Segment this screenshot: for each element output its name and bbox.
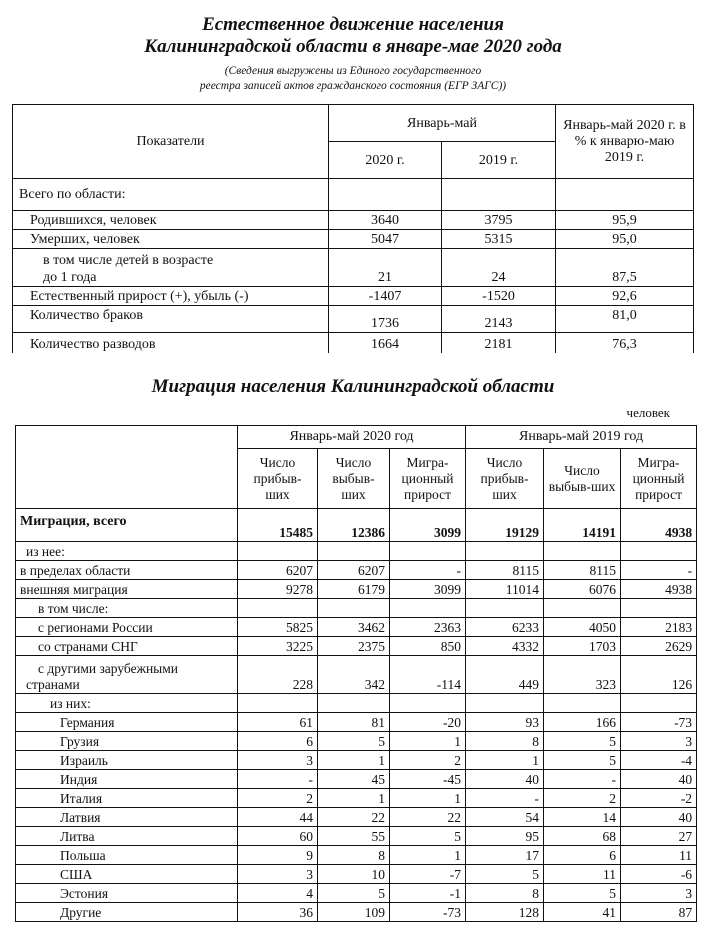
table-row — [16, 542, 697, 561]
row-label-line2: странами — [26, 677, 80, 692]
value-growth-2019: 40 — [621, 770, 697, 789]
value-percent: 95,0 — [556, 230, 694, 249]
value-growth-2020: -1 — [390, 884, 466, 903]
value-departed-2019: 68 — [544, 827, 621, 846]
value-arrived-2019 — [466, 542, 544, 561]
value-departed-2020 — [318, 694, 390, 713]
value-departed-2019: 323 — [544, 656, 621, 694]
value-percent: 95,9 — [556, 211, 694, 230]
value-2019: -1520 — [442, 287, 556, 306]
table-row — [16, 509, 697, 542]
value-arrived-2019: - — [466, 789, 544, 808]
row-label: из нее: — [16, 542, 238, 561]
table-row — [16, 751, 697, 770]
row-label: Миграция, всего — [16, 509, 238, 542]
header-departed-2019: Число выбыв-ших — [544, 449, 621, 509]
table-row — [16, 694, 697, 713]
value-percent: 87,5 — [556, 249, 694, 287]
value-growth-2019: 27 — [621, 827, 697, 846]
row-label: Родившихся, человек — [13, 211, 329, 230]
value-departed-2020: 5 — [318, 732, 390, 751]
value-arrived-2020 — [238, 694, 318, 713]
value-arrived-2020: 3225 — [238, 637, 318, 656]
value-arrived-2019: 8 — [466, 732, 544, 751]
value-2020: 3640 — [329, 211, 442, 230]
table-row — [16, 808, 697, 827]
value-2020: -1407 — [329, 287, 442, 306]
value-2020: 5047 — [329, 230, 442, 249]
table-row — [16, 618, 697, 637]
value-departed-2020: 3462 — [318, 618, 390, 637]
table-row — [13, 211, 694, 230]
value-departed-2019 — [544, 694, 621, 713]
value-2020: 1664 — [329, 333, 442, 353]
header-group-2020: Январь-май 2020 год — [238, 426, 466, 449]
header-2019: 2019 г. — [442, 142, 556, 179]
value-departed-2019: 5 — [544, 751, 621, 770]
value-growth-2020 — [390, 599, 466, 618]
value-growth-2019: 2183 — [621, 618, 697, 637]
row-label: Латвия — [16, 808, 238, 827]
value-arrived-2020: 44 — [238, 808, 318, 827]
value-arrived-2019: 11014 — [466, 580, 544, 599]
value-departed-2020: 2375 — [318, 637, 390, 656]
row-label: из них: — [16, 694, 238, 713]
value-departed-2020: 109 — [318, 903, 390, 922]
row-label: Польша — [16, 846, 238, 865]
value-departed-2020: 5 — [318, 884, 390, 903]
value-arrived-2019 — [466, 694, 544, 713]
row-label: внешняя миграция — [16, 580, 238, 599]
value-arrived-2020: 9 — [238, 846, 318, 865]
value-growth-2019: 2629 — [621, 637, 697, 656]
table-row — [13, 333, 694, 353]
value-growth-2019: 87 — [621, 903, 697, 922]
row-label: Эстония — [16, 884, 238, 903]
row-label: США — [16, 865, 238, 884]
value-departed-2019: 8115 — [544, 561, 621, 580]
section1-title-line1: Естественное движение населения — [202, 14, 504, 35]
value-arrived-2020: 3 — [238, 865, 318, 884]
value-arrived-2020: 36 — [238, 903, 318, 922]
table-row — [16, 656, 697, 694]
value-departed-2020: 22 — [318, 808, 390, 827]
value-2020: 1736 — [329, 306, 442, 333]
value-arrived-2020: 61 — [238, 713, 318, 732]
row-label-line2: до 1 года — [43, 270, 97, 285]
row-label: Германия — [16, 713, 238, 732]
table-row — [16, 846, 697, 865]
value-departed-2019: 41 — [544, 903, 621, 922]
row-label-line1: с другими зарубежными — [38, 661, 179, 676]
value-growth-2019: 4938 — [621, 509, 697, 542]
value-departed-2019: 5 — [544, 732, 621, 751]
row-label: Всего по области: — [13, 179, 329, 211]
header-departed-2020: Число выбыв-ших — [318, 449, 390, 509]
value-arrived-2020: 5825 — [238, 618, 318, 637]
value-arrived-2020: - — [238, 770, 318, 789]
value-departed-2019 — [544, 542, 621, 561]
table-row — [13, 287, 694, 306]
row-label — [13, 249, 329, 287]
header-indicator: Показатели — [13, 105, 329, 179]
header-growth-2020: Мигра-ционный прирост — [390, 449, 466, 509]
value-growth-2019: 4938 — [621, 580, 697, 599]
value-growth-2020: 3099 — [390, 580, 466, 599]
value-2020: 21 — [329, 249, 442, 287]
value-departed-2019: 14191 — [544, 509, 621, 542]
value-growth-2020: 850 — [390, 637, 466, 656]
row-label: Другие — [16, 903, 238, 922]
value-arrived-2019: 19129 — [466, 509, 544, 542]
header-2020: 2020 г. — [329, 142, 442, 179]
row-label: Литва — [16, 827, 238, 846]
value-percent: 76,3 — [556, 333, 694, 353]
value-departed-2020: 10 — [318, 865, 390, 884]
value-percent: 81,0 — [556, 306, 694, 333]
value-arrived-2020 — [238, 542, 318, 561]
value-departed-2020: 1 — [318, 789, 390, 808]
value-growth-2020: -7 — [390, 865, 466, 884]
row-label: в том числе: — [16, 599, 238, 618]
value-growth-2020 — [390, 542, 466, 561]
value-growth-2019 — [621, 599, 697, 618]
value-growth-2020: - — [390, 561, 466, 580]
table-row — [16, 903, 697, 922]
value-departed-2020: 6179 — [318, 580, 390, 599]
row-label: Грузия — [16, 732, 238, 751]
value-departed-2020 — [318, 542, 390, 561]
row-label: в пределах области — [16, 561, 238, 580]
row-label: Италия — [16, 789, 238, 808]
value-departed-2020: 8 — [318, 846, 390, 865]
row-label — [16, 656, 238, 694]
row-label: с регионами России — [16, 618, 238, 637]
value-arrived-2019: 95 — [466, 827, 544, 846]
header-arrived-2019: Число прибыв-ших — [466, 449, 544, 509]
value-departed-2019: 6076 — [544, 580, 621, 599]
value-arrived-2019: 128 — [466, 903, 544, 922]
table-row — [13, 230, 694, 249]
value-growth-2019 — [621, 542, 697, 561]
header-blank — [16, 426, 238, 509]
section1-title-line2: Калининградской области в январе-мае 2020 года — [144, 36, 562, 57]
value-2019: 5315 — [442, 230, 556, 249]
value-growth-2019: -4 — [621, 751, 697, 770]
value-growth-2020: -45 — [390, 770, 466, 789]
table-row — [16, 770, 697, 789]
value-growth-2020: -20 — [390, 713, 466, 732]
value-departed-2019: 6 — [544, 846, 621, 865]
value-departed-2019 — [544, 599, 621, 618]
value-departed-2019: 166 — [544, 713, 621, 732]
value-departed-2019: 5 — [544, 884, 621, 903]
table-row — [16, 789, 697, 808]
value-arrived-2020: 15485 — [238, 509, 318, 542]
value-departed-2020: 81 — [318, 713, 390, 732]
table-row — [16, 599, 697, 618]
value-growth-2019 — [621, 694, 697, 713]
value-departed-2019: 2 — [544, 789, 621, 808]
row-label: Израиль — [16, 751, 238, 770]
header-group-2019: Январь-май 2019 год — [466, 426, 697, 449]
value-growth-2020: 2 — [390, 751, 466, 770]
value-arrived-2019: 8 — [466, 884, 544, 903]
table-row — [13, 249, 694, 287]
value-departed-2019: 1703 — [544, 637, 621, 656]
value-arrived-2019: 54 — [466, 808, 544, 827]
section1-subtitle-line1: (Сведения выгружены из Единого государственного — [224, 65, 482, 77]
value-growth-2020: -73 — [390, 903, 466, 922]
value-arrived-2019: 4332 — [466, 637, 544, 656]
row-label: Умерших, человек — [13, 230, 329, 249]
value-arrived-2019: 1 — [466, 751, 544, 770]
value-growth-2020 — [390, 694, 466, 713]
row-label: со странами СНГ — [16, 637, 238, 656]
table-row — [16, 732, 697, 751]
value-arrived-2019: 449 — [466, 656, 544, 694]
value-arrived-2020: 60 — [238, 827, 318, 846]
row-label: Количество разводов — [13, 333, 329, 353]
value-arrived-2020: 6 — [238, 732, 318, 751]
row-label-line1: в том числе детей в возрасте — [43, 253, 214, 268]
table-row — [16, 637, 697, 656]
value-growth-2020: 1 — [390, 846, 466, 865]
value-growth-2019: -6 — [621, 865, 697, 884]
value-departed-2019: - — [544, 770, 621, 789]
value-departed-2020: 12386 — [318, 509, 390, 542]
value-arrived-2019: 40 — [466, 770, 544, 789]
value-arrived-2020 — [238, 599, 318, 618]
row-label: Естественный прирост (+), убыль (-) — [13, 287, 329, 306]
value-growth-2019: -73 — [621, 713, 697, 732]
value-departed-2020: 342 — [318, 656, 390, 694]
table-row — [16, 865, 697, 884]
value-departed-2019: 14 — [544, 808, 621, 827]
row-label: Индия — [16, 770, 238, 789]
section1-subtitle-line2: реестра записей актов гражданского состояния (ЕГР ЗАГС)) — [199, 80, 507, 92]
value-arrived-2019: 5 — [466, 865, 544, 884]
value-growth-2020: -114 — [390, 656, 466, 694]
value-growth-2020: 1 — [390, 732, 466, 751]
value-2019: 2143 — [442, 306, 556, 333]
value-arrived-2020: 2 — [238, 789, 318, 808]
value-departed-2020: 45 — [318, 770, 390, 789]
section2-title: Миграция населения Калининградской области — [151, 376, 555, 397]
value-departed-2020: 1 — [318, 751, 390, 770]
value-departed-2020 — [318, 599, 390, 618]
value-growth-2019: 11 — [621, 846, 697, 865]
value-growth-2019: 3 — [621, 732, 697, 751]
value-arrived-2019 — [466, 599, 544, 618]
value-growth-2019: 3 — [621, 884, 697, 903]
value-growth-2019: 126 — [621, 656, 697, 694]
value-percent: 92,6 — [556, 287, 694, 306]
value-arrived-2020: 6207 — [238, 561, 318, 580]
unit-label: человек — [626, 405, 670, 420]
value-departed-2019: 4050 — [544, 618, 621, 637]
value-arrived-2019: 17 — [466, 846, 544, 865]
table-row — [16, 884, 697, 903]
value-2019: 2181 — [442, 333, 556, 353]
table-row — [16, 827, 697, 846]
value-growth-2019: 40 — [621, 808, 697, 827]
value-2019: 3795 — [442, 211, 556, 230]
table-row — [13, 179, 694, 211]
value-2019: 24 — [442, 249, 556, 287]
value-arrived-2020: 4 — [238, 884, 318, 903]
value-departed-2020: 6207 — [318, 561, 390, 580]
value-arrived-2019: 8115 — [466, 561, 544, 580]
value-growth-2020: 5 — [390, 827, 466, 846]
value-growth-2020: 2363 — [390, 618, 466, 637]
table-row — [16, 561, 697, 580]
header-growth-2019: Мигра-ционный прирост — [621, 449, 697, 509]
value-departed-2019: 11 — [544, 865, 621, 884]
row-label: Количество браков — [13, 306, 329, 333]
value-arrived-2020: 228 — [238, 656, 318, 694]
header-arrived-2020: Число прибыв-ших — [238, 449, 318, 509]
value-departed-2020: 55 — [318, 827, 390, 846]
header-period: Январь-май — [329, 105, 556, 142]
value-growth-2020: 3099 — [390, 509, 466, 542]
value-growth-2019: - — [621, 561, 697, 580]
value-arrived-2020: 3 — [238, 751, 318, 770]
value-growth-2019: -2 — [621, 789, 697, 808]
value-growth-2020: 1 — [390, 789, 466, 808]
value-arrived-2019: 6233 — [466, 618, 544, 637]
value-growth-2020: 22 — [390, 808, 466, 827]
natural-movement-table — [12, 104, 694, 353]
header-percent: Январь-май 2020 г. в % к январю-маю 2019 г. — [556, 105, 694, 179]
table-row — [13, 306, 694, 333]
value-arrived-2020: 9278 — [238, 580, 318, 599]
value-arrived-2019: 93 — [466, 713, 544, 732]
table-row — [16, 713, 697, 732]
table-row — [16, 580, 697, 599]
migration-table — [15, 425, 697, 922]
